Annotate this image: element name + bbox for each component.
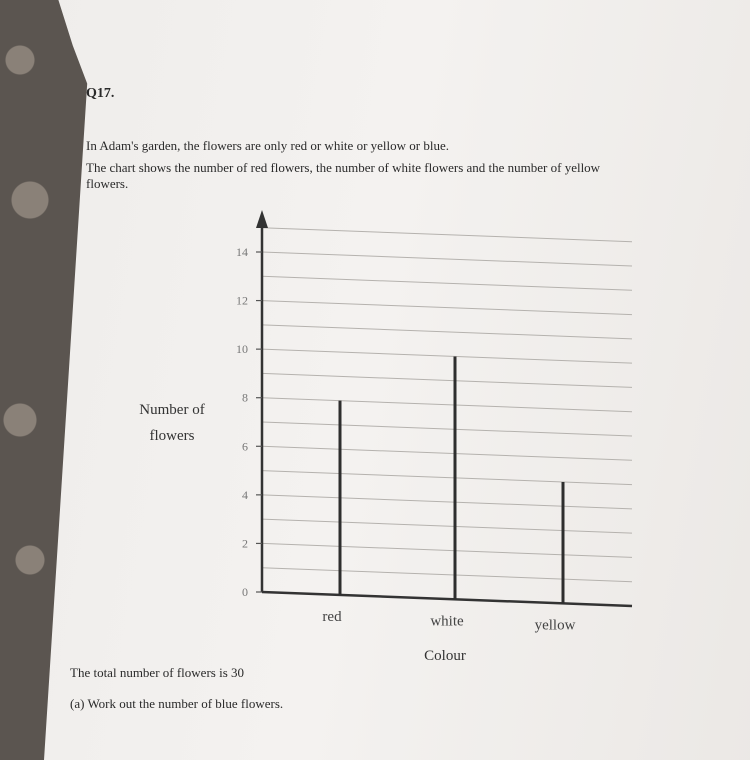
- axes: [256, 210, 632, 606]
- x-axis-title: Colour: [424, 648, 466, 664]
- gridline: [262, 543, 632, 557]
- y-axis-title-line1: Number of: [139, 402, 205, 418]
- bars: [340, 356, 563, 603]
- y-tick-label: 14: [236, 245, 248, 259]
- y-tick-label: 12: [236, 293, 248, 308]
- gridline: [262, 325, 632, 339]
- y-tick-label: 0: [242, 585, 248, 599]
- question-part-a: (a) Work out the number of blue flowers.: [70, 696, 284, 711]
- y-tick-label: 8: [242, 390, 248, 405]
- gridline: [262, 495, 632, 509]
- category-label-yellow: yellow: [534, 617, 576, 634]
- gridline: [262, 471, 632, 485]
- question-description-line2: flowers.: [86, 176, 129, 191]
- category-label-red: red: [322, 608, 342, 625]
- gridline: [262, 228, 632, 242]
- y-axis-arrow: [256, 210, 268, 228]
- y-tick-label: 4: [242, 487, 248, 502]
- gridline: [262, 398, 632, 412]
- gridline: [262, 519, 632, 533]
- gridline: [262, 422, 632, 436]
- category-label-white: white: [430, 613, 464, 630]
- gridline: [262, 568, 632, 582]
- grid-lines: [262, 228, 632, 582]
- gridline: [262, 276, 632, 290]
- gridline: [262, 349, 632, 363]
- gridline: [262, 301, 632, 315]
- question-description-line1: The chart shows the number of red flowers, the number of white flowers and the number of yellow: [86, 160, 601, 175]
- gridline: [262, 446, 632, 460]
- question-number: Q17.: [86, 86, 115, 101]
- total-flowers-statement: The total number of flowers is 30: [70, 665, 245, 680]
- y-tick-label: 10: [236, 342, 248, 357]
- y-tick-label: 2: [242, 536, 248, 551]
- y-axis-title-line2: flowers: [149, 428, 195, 444]
- gridline: [262, 373, 632, 387]
- y-tick-label: 6: [242, 439, 248, 454]
- question-intro: In Adam's garden, the flowers are only red or white or yellow or blue.: [86, 138, 449, 153]
- x-axis: [262, 592, 632, 606]
- gridline: [262, 252, 632, 266]
